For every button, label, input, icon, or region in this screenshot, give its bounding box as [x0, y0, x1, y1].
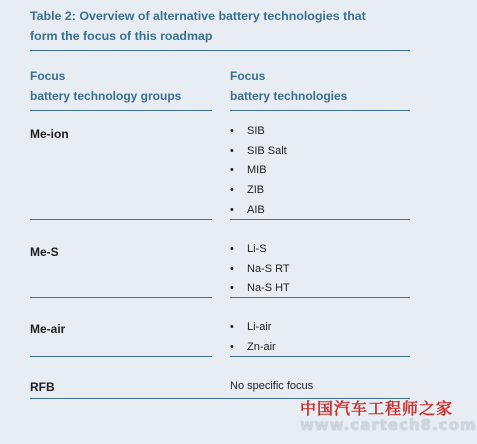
bullet-icon: • [230, 262, 234, 275]
tech-label: SIB Salt [247, 144, 287, 157]
title-divider [30, 50, 410, 51]
tech-label: ZIB [247, 184, 265, 197]
watermark-url: www.cartech8.com [300, 416, 477, 434]
tech-list-me-air [230, 318, 276, 357]
group-label-rfb: RFB [30, 380, 55, 394]
list-item [230, 338, 276, 358]
bullet-icon: • [230, 144, 234, 157]
column-header-groups-line-1: Focus [30, 69, 66, 83]
table-title-line-1: Table 2: Overview of alternative battery technologies that [30, 9, 366, 23]
row-divider-right [230, 297, 410, 298]
row-divider-left [30, 297, 212, 298]
tech-note-rfb: No specific focus [230, 380, 314, 392]
list-item [230, 142, 287, 162]
column-header-groups-line-2: battery technology groups [30, 89, 182, 103]
tech-label: AIB [247, 203, 265, 216]
tech-label: Zn-air [247, 340, 276, 353]
list-item [230, 161, 287, 181]
bullet-icon: • [230, 321, 234, 333]
tech-label: Na-S HT [247, 282, 290, 295]
column-header-groups [30, 66, 181, 106]
header-divider-left [30, 110, 212, 111]
bullet-icon: • [230, 164, 234, 177]
bullet-icon: • [230, 203, 234, 216]
tech-label: Li-air [247, 321, 272, 333]
tech-list-me-ion [230, 122, 287, 220]
tech-label: Na-S RT [247, 262, 290, 275]
list-item [230, 181, 287, 201]
row-divider-right [230, 219, 410, 220]
row-divider-left [30, 219, 212, 220]
bullet-icon: • [230, 243, 234, 255]
tech-label: Li-S [247, 243, 267, 255]
table-title [30, 6, 420, 46]
row-divider-right [230, 356, 410, 357]
list-item [230, 318, 276, 338]
header-divider-right [230, 110, 410, 111]
bullet-icon: • [230, 184, 234, 197]
tech-label: SIB [247, 125, 265, 137]
column-header-technologies-line-1: Focus [230, 69, 266, 83]
column-header-technologies [230, 66, 347, 106]
bullet-icon: • [230, 340, 234, 353]
bullet-icon: • [230, 125, 234, 137]
group-label-me-ion: Me-ion [30, 127, 69, 141]
table-title-line-2: form the focus of this roadmap [30, 29, 213, 43]
row-divider-left [30, 356, 212, 357]
tech-list-me-s [230, 240, 290, 299]
list-item [230, 122, 287, 142]
group-label-me-air: Me-air [30, 322, 66, 336]
group-label-me-s: Me-S [30, 245, 59, 259]
list-item [230, 260, 290, 280]
watermark-logo-text: 中国汽车工程师之家 [300, 399, 454, 418]
list-item [230, 201, 287, 221]
column-header-technologies-line-2: battery technologies [230, 89, 348, 103]
bullet-icon: • [230, 282, 234, 295]
list-item [230, 240, 290, 260]
tech-label: MIB [247, 164, 267, 177]
